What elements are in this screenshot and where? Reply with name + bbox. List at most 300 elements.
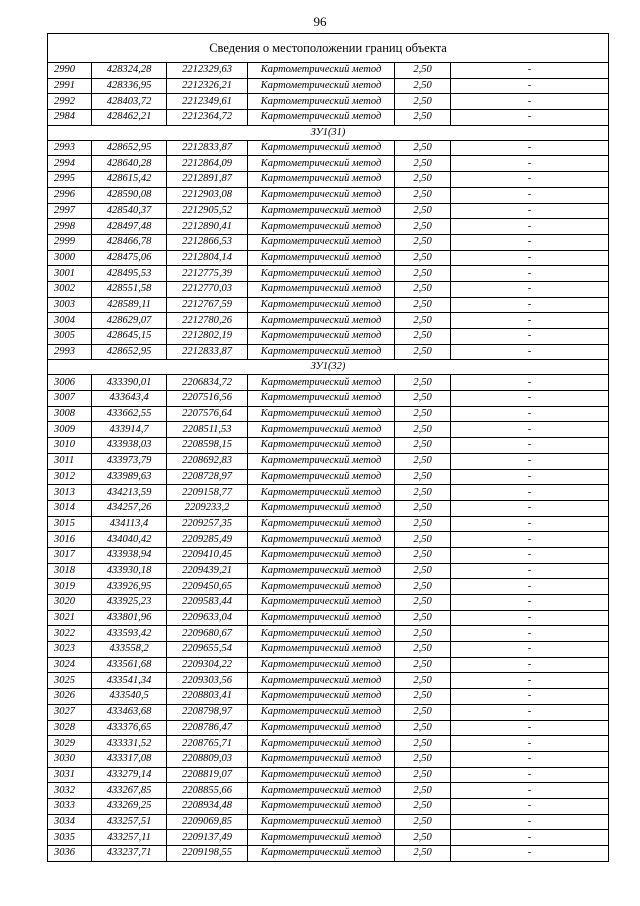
y-coordinate-cell: 2212891,87 (167, 172, 248, 188)
table-row (48, 78, 609, 94)
method-cell: Картометрический метод (248, 281, 395, 297)
table-row (48, 203, 609, 219)
precision-cell: 2,50 (395, 846, 451, 862)
description-cell: - (451, 63, 609, 79)
table-row (48, 375, 609, 391)
point-number-cell: 3000 (48, 250, 92, 266)
method-cell: Картометрический метод (248, 406, 395, 422)
y-coordinate-cell: 2212780,26 (167, 313, 248, 329)
x-coordinate-cell: 433643,4 (92, 391, 167, 407)
y-coordinate-cell: 2209198,55 (167, 846, 248, 862)
y-coordinate-cell: 2208855,66 (167, 783, 248, 799)
point-number-cell: 2998 (48, 219, 92, 235)
x-coordinate-cell: 433558,2 (92, 642, 167, 658)
table-row (48, 595, 609, 611)
table-row (48, 720, 609, 736)
description-cell: - (451, 391, 609, 407)
point-number-cell: 3008 (48, 406, 92, 422)
table-row (48, 516, 609, 532)
table-row (48, 344, 609, 360)
x-coordinate-cell: 428640,28 (92, 156, 167, 172)
point-number-cell: 3035 (48, 830, 92, 846)
description-cell: - (451, 689, 609, 705)
x-coordinate-cell: 428466,78 (92, 234, 167, 250)
method-cell: Картометрический метод (248, 63, 395, 79)
section-row (48, 360, 609, 375)
table-row (48, 500, 609, 516)
method-cell: Картометрический метод (248, 234, 395, 250)
table-row (48, 610, 609, 626)
method-cell: Картометрический метод (248, 422, 395, 438)
description-cell: - (451, 846, 609, 862)
method-cell: Картометрический метод (248, 344, 395, 360)
y-coordinate-cell: 2212767,59 (167, 297, 248, 313)
precision-cell: 2,50 (395, 626, 451, 642)
precision-cell: 2,50 (395, 234, 451, 250)
precision-cell: 2,50 (395, 329, 451, 345)
x-coordinate-cell: 433989,63 (92, 469, 167, 485)
description-cell: - (451, 140, 609, 156)
y-coordinate-cell: 2209303,56 (167, 673, 248, 689)
x-coordinate-cell: 434213,59 (92, 485, 167, 501)
method-cell: Картометрический метод (248, 391, 395, 407)
description-cell: - (451, 642, 609, 658)
y-coordinate-cell: 2208786,47 (167, 720, 248, 736)
y-coordinate-cell: 2208809,03 (167, 751, 248, 767)
method-cell: Картометрический метод (248, 532, 395, 548)
x-coordinate-cell: 428590,08 (92, 187, 167, 203)
x-coordinate-cell: 433938,94 (92, 547, 167, 563)
precision-cell: 2,50 (395, 736, 451, 752)
point-number-cell: 3021 (48, 610, 92, 626)
y-coordinate-cell: 2208819,07 (167, 767, 248, 783)
x-coordinate-cell: 428403,72 (92, 94, 167, 110)
description-cell: - (451, 297, 609, 313)
method-cell: Картометрический метод (248, 297, 395, 313)
x-coordinate-cell: 428645,15 (92, 329, 167, 345)
table-row (48, 846, 609, 862)
y-coordinate-cell: 2206834,72 (167, 375, 248, 391)
description-cell: - (451, 94, 609, 110)
section-label: ЗУ1(31) (48, 125, 609, 140)
precision-cell: 2,50 (395, 689, 451, 705)
point-number-cell: 3012 (48, 469, 92, 485)
x-coordinate-cell: 428652,95 (92, 140, 167, 156)
table-title: Сведения о местоположении границ объекта (48, 34, 609, 63)
table-row (48, 798, 609, 814)
x-coordinate-cell: 428629,07 (92, 313, 167, 329)
precision-cell: 2,50 (395, 469, 451, 485)
description-cell: - (451, 516, 609, 532)
point-number-cell: 3025 (48, 673, 92, 689)
x-coordinate-cell: 433925,23 (92, 595, 167, 611)
description-cell: - (451, 344, 609, 360)
precision-cell: 2,50 (395, 266, 451, 282)
x-coordinate-cell: 428497,48 (92, 219, 167, 235)
method-cell: Картометрический метод (248, 250, 395, 266)
x-coordinate-cell: 428462,21 (92, 110, 167, 126)
y-coordinate-cell: 2209285,49 (167, 532, 248, 548)
description-cell: - (451, 375, 609, 391)
point-number-cell: 3005 (48, 329, 92, 345)
y-coordinate-cell: 2209655,54 (167, 642, 248, 658)
table-row (48, 579, 609, 595)
method-cell: Картометрический метод (248, 626, 395, 642)
description-cell: - (451, 547, 609, 563)
point-number-cell: 2993 (48, 140, 92, 156)
y-coordinate-cell: 2212833,87 (167, 344, 248, 360)
method-cell: Картометрический метод (248, 704, 395, 720)
point-number-cell: 3017 (48, 547, 92, 563)
method-cell: Картометрический метод (248, 579, 395, 595)
description-cell: - (451, 657, 609, 673)
precision-cell: 2,50 (395, 783, 451, 799)
table-row (48, 814, 609, 830)
precision-cell: 2,50 (395, 438, 451, 454)
precision-cell: 2,50 (395, 297, 451, 313)
point-number-cell: 2990 (48, 63, 92, 79)
description-cell: - (451, 798, 609, 814)
point-number-cell: 2993 (48, 344, 92, 360)
x-coordinate-cell: 434113,4 (92, 516, 167, 532)
method-cell: Картометрический метод (248, 78, 395, 94)
x-coordinate-cell: 433376,65 (92, 720, 167, 736)
precision-cell: 2,50 (395, 767, 451, 783)
point-number-cell: 3024 (48, 657, 92, 673)
description-cell: - (451, 219, 609, 235)
table-row (48, 751, 609, 767)
x-coordinate-cell: 433662,55 (92, 406, 167, 422)
y-coordinate-cell: 2212770,03 (167, 281, 248, 297)
description-cell: - (451, 172, 609, 188)
x-coordinate-cell: 433926,95 (92, 579, 167, 595)
description-cell: - (451, 250, 609, 266)
x-coordinate-cell: 433540,5 (92, 689, 167, 705)
method-cell: Картометрический метод (248, 783, 395, 799)
table-row (48, 110, 609, 126)
y-coordinate-cell: 2208692,83 (167, 453, 248, 469)
precision-cell: 2,50 (395, 172, 451, 188)
y-coordinate-cell: 2212349,61 (167, 94, 248, 110)
precision-cell: 2,50 (395, 422, 451, 438)
precision-cell: 2,50 (395, 453, 451, 469)
point-number-cell: 3009 (48, 422, 92, 438)
y-coordinate-cell: 2212866,53 (167, 234, 248, 250)
precision-cell: 2,50 (395, 344, 451, 360)
point-number-cell: 2996 (48, 187, 92, 203)
table-row (48, 219, 609, 235)
point-number-cell: 3031 (48, 767, 92, 783)
point-number-cell: 3018 (48, 563, 92, 579)
method-cell: Картометрический метод (248, 720, 395, 736)
point-number-cell: 3019 (48, 579, 92, 595)
table-row (48, 704, 609, 720)
description-cell: - (451, 469, 609, 485)
x-coordinate-cell: 434257,26 (92, 500, 167, 516)
table-row (48, 767, 609, 783)
method-cell: Картометрический метод (248, 313, 395, 329)
point-number-cell: 3023 (48, 642, 92, 658)
table-row (48, 156, 609, 172)
precision-cell: 2,50 (395, 610, 451, 626)
y-coordinate-cell: 2208765,71 (167, 736, 248, 752)
point-number-cell: 3032 (48, 783, 92, 799)
table-row (48, 140, 609, 156)
point-number-cell: 3029 (48, 736, 92, 752)
x-coordinate-cell: 433938,03 (92, 438, 167, 454)
description-cell: - (451, 704, 609, 720)
table-row (48, 234, 609, 250)
table-title-row (48, 34, 609, 63)
x-coordinate-cell: 433593,42 (92, 626, 167, 642)
precision-cell: 2,50 (395, 140, 451, 156)
precision-cell: 2,50 (395, 532, 451, 548)
description-cell: - (451, 110, 609, 126)
method-cell: Картометрический метод (248, 689, 395, 705)
description-cell: - (451, 610, 609, 626)
table-row (48, 736, 609, 752)
point-number-cell: 3013 (48, 485, 92, 501)
description-cell: - (451, 751, 609, 767)
precision-cell: 2,50 (395, 595, 451, 611)
method-cell: Картометрический метод (248, 642, 395, 658)
method-cell: Картометрический метод (248, 329, 395, 345)
table-row (48, 657, 609, 673)
precision-cell: 2,50 (395, 704, 451, 720)
point-number-cell: 2991 (48, 78, 92, 94)
y-coordinate-cell: 2209304,22 (167, 657, 248, 673)
method-cell: Картометрический метод (248, 172, 395, 188)
precision-cell: 2,50 (395, 485, 451, 501)
point-number-cell: 3026 (48, 689, 92, 705)
precision-cell: 2,50 (395, 187, 451, 203)
x-coordinate-cell: 428336,95 (92, 78, 167, 94)
y-coordinate-cell: 2207576,64 (167, 406, 248, 422)
table-row (48, 563, 609, 579)
y-coordinate-cell: 2209450,65 (167, 579, 248, 595)
x-coordinate-cell: 433463,68 (92, 704, 167, 720)
precision-cell: 2,50 (395, 219, 451, 235)
y-coordinate-cell: 2209583,44 (167, 595, 248, 611)
table-row (48, 172, 609, 188)
precision-cell: 2,50 (395, 63, 451, 79)
y-coordinate-cell: 2209439,21 (167, 563, 248, 579)
y-coordinate-cell: 2212775,39 (167, 266, 248, 282)
table-row (48, 532, 609, 548)
method-cell: Картометрический метод (248, 187, 395, 203)
y-coordinate-cell: 2212833,87 (167, 140, 248, 156)
y-coordinate-cell: 2208798,97 (167, 704, 248, 720)
method-cell: Картометрический метод (248, 846, 395, 862)
description-cell: - (451, 736, 609, 752)
x-coordinate-cell: 433390,01 (92, 375, 167, 391)
table-row (48, 830, 609, 846)
description-cell: - (451, 595, 609, 611)
method-cell: Картометрический метод (248, 469, 395, 485)
method-cell: Картометрический метод (248, 595, 395, 611)
description-cell: - (451, 579, 609, 595)
y-coordinate-cell: 2212905,52 (167, 203, 248, 219)
method-cell: Картометрический метод (248, 110, 395, 126)
y-coordinate-cell: 2209158,77 (167, 485, 248, 501)
point-number-cell: 2995 (48, 172, 92, 188)
description-cell: - (451, 422, 609, 438)
table-row (48, 406, 609, 422)
x-coordinate-cell: 433257,51 (92, 814, 167, 830)
x-coordinate-cell: 428589,11 (92, 297, 167, 313)
y-coordinate-cell: 2209633,04 (167, 610, 248, 626)
description-cell: - (451, 234, 609, 250)
table-row (48, 642, 609, 658)
point-number-cell: 3014 (48, 500, 92, 516)
table-row (48, 187, 609, 203)
method-cell: Картометрический метод (248, 798, 395, 814)
description-cell: - (451, 438, 609, 454)
precision-cell: 2,50 (395, 642, 451, 658)
x-coordinate-cell: 433331,52 (92, 736, 167, 752)
y-coordinate-cell: 2207516,56 (167, 391, 248, 407)
y-coordinate-cell: 2212804,14 (167, 250, 248, 266)
x-coordinate-cell: 433930,18 (92, 563, 167, 579)
point-number-cell: 3002 (48, 281, 92, 297)
y-coordinate-cell: 2209233,2 (167, 500, 248, 516)
boundary-coordinates-table (47, 33, 609, 862)
point-number-cell: 3010 (48, 438, 92, 454)
x-coordinate-cell: 428495,53 (92, 266, 167, 282)
x-coordinate-cell: 433541,34 (92, 673, 167, 689)
point-number-cell: 2997 (48, 203, 92, 219)
method-cell: Картометрический метод (248, 657, 395, 673)
point-number-cell: 3020 (48, 595, 92, 611)
description-cell: - (451, 720, 609, 736)
table-row (48, 783, 609, 799)
table-row (48, 391, 609, 407)
description-cell: - (451, 329, 609, 345)
precision-cell: 2,50 (395, 313, 451, 329)
y-coordinate-cell: 2209680,67 (167, 626, 248, 642)
precision-cell: 2,50 (395, 500, 451, 516)
point-number-cell: 3028 (48, 720, 92, 736)
method-cell: Картометрический метод (248, 94, 395, 110)
description-cell: - (451, 814, 609, 830)
table-row (48, 547, 609, 563)
table-row (48, 485, 609, 501)
y-coordinate-cell: 2212864,09 (167, 156, 248, 172)
method-cell: Картометрический метод (248, 673, 395, 689)
description-cell: - (451, 830, 609, 846)
method-cell: Картометрический метод (248, 438, 395, 454)
precision-cell: 2,50 (395, 406, 451, 422)
table-row (48, 689, 609, 705)
method-cell: Картометрический метод (248, 610, 395, 626)
table-row (48, 329, 609, 345)
y-coordinate-cell: 2209257,35 (167, 516, 248, 532)
point-number-cell: 3034 (48, 814, 92, 830)
method-cell: Картометрический метод (248, 814, 395, 830)
y-coordinate-cell: 2212326,21 (167, 78, 248, 94)
table-row (48, 469, 609, 485)
precision-cell: 2,50 (395, 281, 451, 297)
point-number-cell: 3033 (48, 798, 92, 814)
x-coordinate-cell: 428615,42 (92, 172, 167, 188)
description-cell: - (451, 453, 609, 469)
method-cell: Картометрический метод (248, 547, 395, 563)
point-number-cell: 3036 (48, 846, 92, 862)
description-cell: - (451, 406, 609, 422)
y-coordinate-cell: 2212364,72 (167, 110, 248, 126)
y-coordinate-cell: 2212802,19 (167, 329, 248, 345)
point-number-cell: 3001 (48, 266, 92, 282)
method-cell: Картометрический метод (248, 563, 395, 579)
table-row (48, 422, 609, 438)
description-cell: - (451, 767, 609, 783)
description-cell: - (451, 626, 609, 642)
method-cell: Картометрический метод (248, 500, 395, 516)
method-cell: Картометрический метод (248, 375, 395, 391)
precision-cell: 2,50 (395, 516, 451, 532)
section-row (48, 125, 609, 140)
point-number-cell: 2992 (48, 94, 92, 110)
precision-cell: 2,50 (395, 579, 451, 595)
page-number: 96 (313, 14, 327, 29)
method-cell: Картометрический метод (248, 736, 395, 752)
description-cell: - (451, 500, 609, 516)
precision-cell: 2,50 (395, 110, 451, 126)
x-coordinate-cell: 433269,25 (92, 798, 167, 814)
x-coordinate-cell: 433237,71 (92, 846, 167, 862)
precision-cell: 2,50 (395, 830, 451, 846)
table-row (48, 453, 609, 469)
x-coordinate-cell: 434040,42 (92, 532, 167, 548)
x-coordinate-cell: 428324,28 (92, 63, 167, 79)
x-coordinate-cell: 433561,68 (92, 657, 167, 673)
method-cell: Картометрический метод (248, 485, 395, 501)
precision-cell: 2,50 (395, 156, 451, 172)
y-coordinate-cell: 2208728,97 (167, 469, 248, 485)
method-cell: Картометрический метод (248, 830, 395, 846)
precision-cell: 2,50 (395, 563, 451, 579)
point-number-cell: 3027 (48, 704, 92, 720)
precision-cell: 2,50 (395, 375, 451, 391)
table-row (48, 250, 609, 266)
method-cell: Картометрический метод (248, 266, 395, 282)
method-cell: Картометрический метод (248, 156, 395, 172)
method-cell: Картометрический метод (248, 203, 395, 219)
point-number-cell: 2994 (48, 156, 92, 172)
y-coordinate-cell: 2208803,41 (167, 689, 248, 705)
table-row (48, 297, 609, 313)
table-row (48, 673, 609, 689)
description-cell: - (451, 156, 609, 172)
table-row (48, 266, 609, 282)
point-number-cell: 3007 (48, 391, 92, 407)
method-cell: Картометрический метод (248, 219, 395, 235)
x-coordinate-cell: 433317,08 (92, 751, 167, 767)
table-row (48, 313, 609, 329)
precision-cell: 2,50 (395, 673, 451, 689)
x-coordinate-cell: 433267,85 (92, 783, 167, 799)
method-cell: Картометрический метод (248, 516, 395, 532)
point-number-cell: 3016 (48, 532, 92, 548)
x-coordinate-cell: 428551,58 (92, 281, 167, 297)
table-row (48, 63, 609, 79)
table-row (48, 438, 609, 454)
point-number-cell: 3004 (48, 313, 92, 329)
description-cell: - (451, 266, 609, 282)
point-number-cell: 2999 (48, 234, 92, 250)
method-cell: Картометрический метод (248, 751, 395, 767)
point-number-cell: 3030 (48, 751, 92, 767)
